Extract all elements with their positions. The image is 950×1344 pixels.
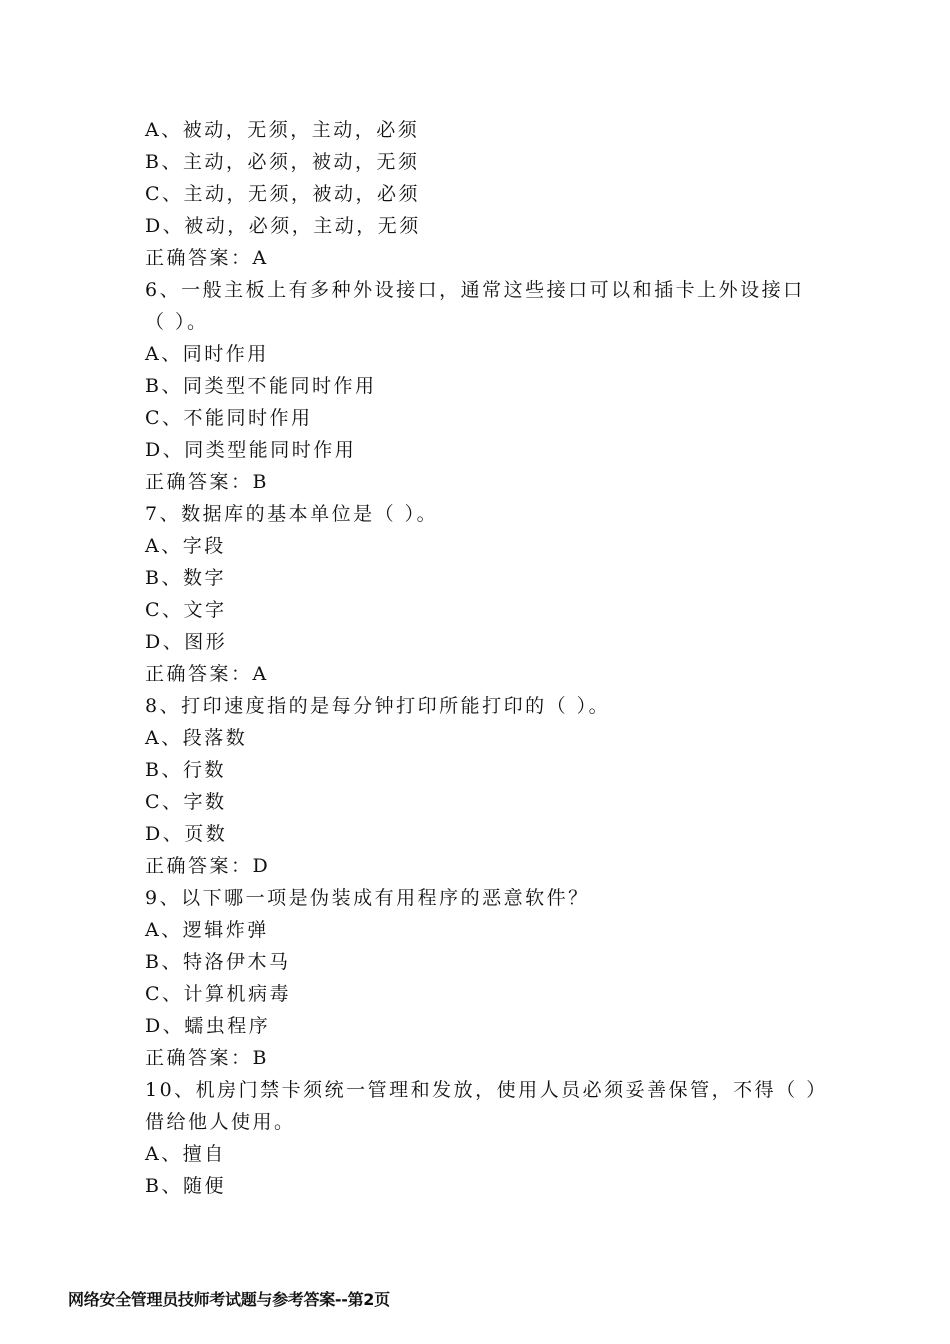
question-6: 6、一般主板上有多种外设接口，通常这些接口可以和插卡上外设接口: [145, 279, 805, 301]
option-c: C、主动，无须，被动，必须: [145, 183, 421, 205]
option-d: D、图形: [145, 631, 228, 653]
option-b: B、主动，必须，被动，无须: [145, 151, 420, 173]
option-c: C、字数: [145, 791, 227, 813]
option-d: D、蠕虫程序: [145, 1015, 271, 1037]
answer-line: 正确答案：A: [145, 247, 269, 269]
option-d: D、同类型能同时作用: [145, 439, 357, 461]
option-c: C、计算机病毒: [145, 983, 292, 1005]
question-6-continuation: （ ）。: [145, 311, 209, 333]
option-b: B、行数: [145, 759, 226, 781]
option-a: A、被动，无须，主动，必须: [145, 119, 420, 141]
question-7: 7、数据库的基本单位是（ ）。: [145, 503, 439, 525]
question-8: 8、打印速度指的是每分钟打印所能打印的（ ）。: [145, 695, 611, 717]
option-c: C、不能同时作用: [145, 407, 313, 429]
page-footer: 网络安全管理员技师考试题与参考答案--第2页: [68, 1290, 390, 1309]
option-c: C、文字: [145, 599, 227, 621]
option-a: A、擅自: [145, 1143, 226, 1165]
question-10-continuation: 借给他人使用。: [145, 1111, 296, 1133]
option-a: A、逻辑炸弹: [145, 919, 269, 941]
option-a: A、字段: [145, 535, 226, 557]
option-b: B、随便: [145, 1175, 226, 1197]
option-d: D、被动，必须，主动，无须: [145, 215, 421, 237]
answer-line: 正确答案：B: [145, 1047, 269, 1069]
question-9: 9、以下哪一项是伪装成有用程序的恶意软件？: [145, 887, 590, 909]
option-b: B、数字: [145, 567, 226, 589]
option-b: B、同类型不能同时作用: [145, 375, 377, 397]
answer-line: 正确答案：B: [145, 471, 269, 493]
option-d: D、页数: [145, 823, 228, 845]
option-a: A、同时作用: [145, 343, 269, 365]
option-b: B、特洛伊木马: [145, 951, 291, 973]
answer-line: 正确答案：A: [145, 663, 269, 685]
answer-line: 正确答案：D: [145, 855, 271, 877]
question-10: 10、机房门禁卡须统一管理和发放，使用人员必须妥善保管，不得（ ）: [145, 1079, 828, 1101]
document-body: [145, 114, 828, 1202]
option-a: A、段落数: [145, 727, 248, 749]
